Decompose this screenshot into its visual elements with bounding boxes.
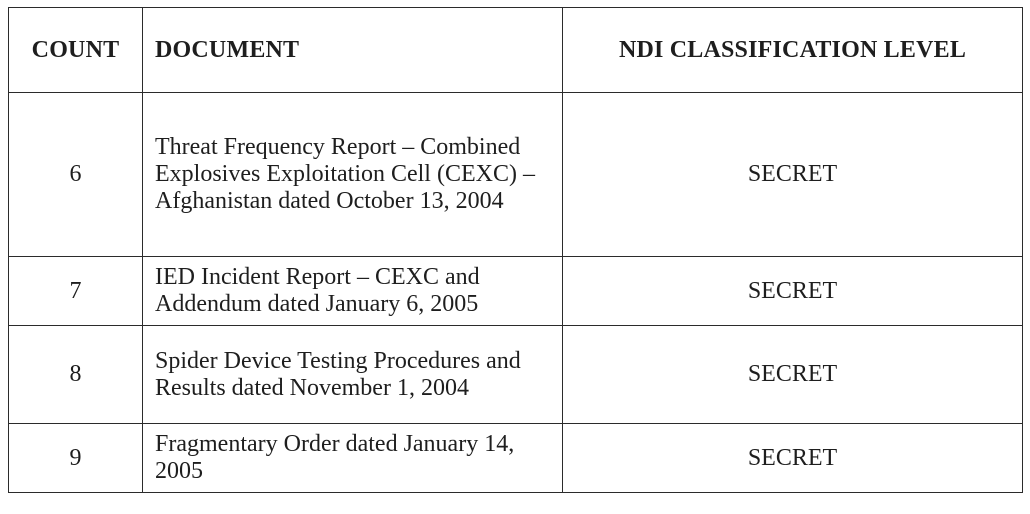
row-classification-level: SECRET [563, 257, 1023, 326]
table-row [9, 257, 1023, 326]
classification-table [8, 7, 1023, 493]
table-row [9, 93, 1023, 257]
row-classification-level: SECRET [563, 424, 1023, 493]
table-row [9, 326, 1023, 424]
row-count: 7 [9, 257, 143, 326]
row-document: Threat Frequency Report – Combined Explosives Exploitation Cell (CEXC) – Afghanistan dated October 13, 2004 [143, 93, 563, 257]
header-document: DOCUMENT [143, 8, 563, 93]
row-count: 8 [9, 326, 143, 424]
row-classification-level: SECRET [563, 326, 1023, 424]
row-document: Spider Device Testing Procedures and Results dated November 1, 2004 [143, 326, 563, 424]
row-document: IED Incident Report – CEXC and Addendum dated January 6, 2005 [143, 257, 563, 326]
header-count: COUNT [9, 8, 143, 93]
header-classification-level: NDI CLASSIFICATION LEVEL [563, 8, 1023, 93]
table-row [9, 424, 1023, 493]
row-classification-level: SECRET [563, 93, 1023, 257]
row-count: 9 [9, 424, 143, 493]
row-count: 6 [9, 93, 143, 257]
row-document: Fragmentary Order dated January 14, 2005 [143, 424, 563, 493]
table-header-row [9, 8, 1023, 93]
